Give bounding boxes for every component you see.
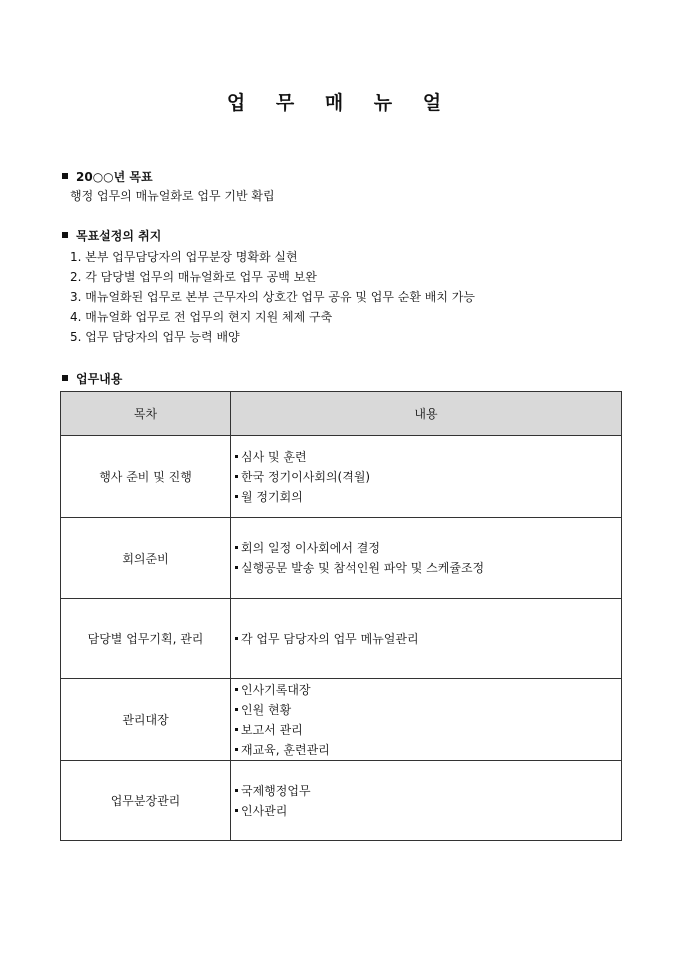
bullet-icon: [235, 455, 238, 458]
purpose-item: 4. 매뉴얼화 업무로 전 업무의 현지 지원 체제 구축: [70, 310, 333, 324]
bullet-icon: [235, 708, 238, 711]
item-text: 실행공문 발송 및 참석인원 파악 및 스케쥴조정: [241, 561, 485, 575]
table-row: [61, 518, 622, 599]
section-purpose-heading: [62, 227, 161, 244]
table-row: [61, 599, 622, 679]
section-goal-heading: [62, 168, 153, 185]
row-category: 담당별 업무기획, 관리: [61, 599, 231, 679]
bullet-icon: [235, 566, 238, 569]
row-items: [231, 599, 622, 679]
row-category: 행사 준비 및 진행: [61, 436, 231, 518]
item-text: 인사관리: [241, 803, 288, 818]
item-text: 한국 정기이사회의(격월): [241, 469, 371, 484]
row-items: [231, 679, 622, 761]
purpose-item: 3. 매뉴얼화된 업무로 본부 근무자의 상호간 업무 공유 및 업무 순환 배치 가능: [70, 290, 475, 304]
purpose-item: 1. 본부 업무담당자의 업무분장 명확화 실현: [70, 250, 298, 264]
table-header-row: [61, 392, 622, 436]
item-text: 국제행정업무: [241, 783, 311, 798]
item-text: 심사 및 훈련: [241, 449, 307, 464]
list-item: [235, 781, 621, 801]
item-text: 각 업무 담당자의 업무 메뉴얼관리: [241, 631, 419, 646]
list-item: [235, 700, 621, 720]
header-category: 목차: [61, 392, 231, 436]
item-text: 인원 현황: [241, 702, 292, 717]
table-row: [61, 679, 622, 761]
list-item: [235, 538, 621, 558]
bullet-icon: [235, 546, 238, 549]
list-item: [235, 680, 621, 700]
list-item: [235, 487, 621, 507]
item-text: 인사기록대장: [241, 682, 311, 697]
document-title: 업 무 매 뉴 얼: [226, 92, 454, 114]
row-items: [231, 761, 622, 841]
list-item: [235, 720, 621, 740]
goal-text: 행정 업무의 매뉴얼화로 업무 기반 확립: [70, 189, 275, 203]
purpose-heading-text: 목표설정의 취지: [76, 229, 162, 243]
bullet-icon: [235, 475, 238, 478]
bullet-icon: [235, 809, 238, 812]
content-heading-text: 업무내용: [76, 372, 123, 386]
list-item: [235, 467, 621, 487]
item-text: 보고서 관리: [241, 722, 303, 737]
header-content: 내용: [231, 392, 622, 436]
task-table: [60, 391, 622, 841]
square-bullet-icon: [62, 173, 68, 179]
purpose-item: 2. 각 담당별 업무의 매뉴얼화로 업무 공백 보완: [70, 270, 317, 284]
table-row: [61, 761, 622, 841]
bullet-icon: [235, 637, 238, 640]
list-item: [235, 740, 621, 760]
purpose-item: 5. 업무 담당자의 업무 능력 배양: [70, 330, 240, 344]
item-text: 월 정기회의: [241, 489, 303, 504]
row-category: 관리대장: [61, 679, 231, 761]
square-bullet-icon: [62, 375, 68, 381]
item-text: 회의 일정 이사회에서 결정: [241, 541, 380, 555]
list-item: [235, 629, 621, 649]
row-items: [231, 436, 622, 518]
table-row: [61, 436, 622, 518]
goal-heading-text: 20○○년 목표: [76, 170, 153, 184]
bullet-icon: [235, 748, 238, 751]
section-content-heading: [62, 370, 122, 387]
square-bullet-icon: [62, 232, 68, 238]
list-item: [235, 447, 621, 467]
list-item: [235, 558, 621, 578]
row-category: 회의준비: [61, 518, 231, 599]
item-text: 재교육, 훈련관리: [241, 742, 330, 757]
bullet-icon: [235, 495, 238, 498]
bullet-icon: [235, 789, 238, 792]
bullet-icon: [235, 728, 238, 731]
bullet-icon: [235, 688, 238, 691]
list-item: [235, 801, 621, 821]
row-category: 업무분장관리: [61, 761, 231, 841]
row-items: [231, 518, 622, 599]
